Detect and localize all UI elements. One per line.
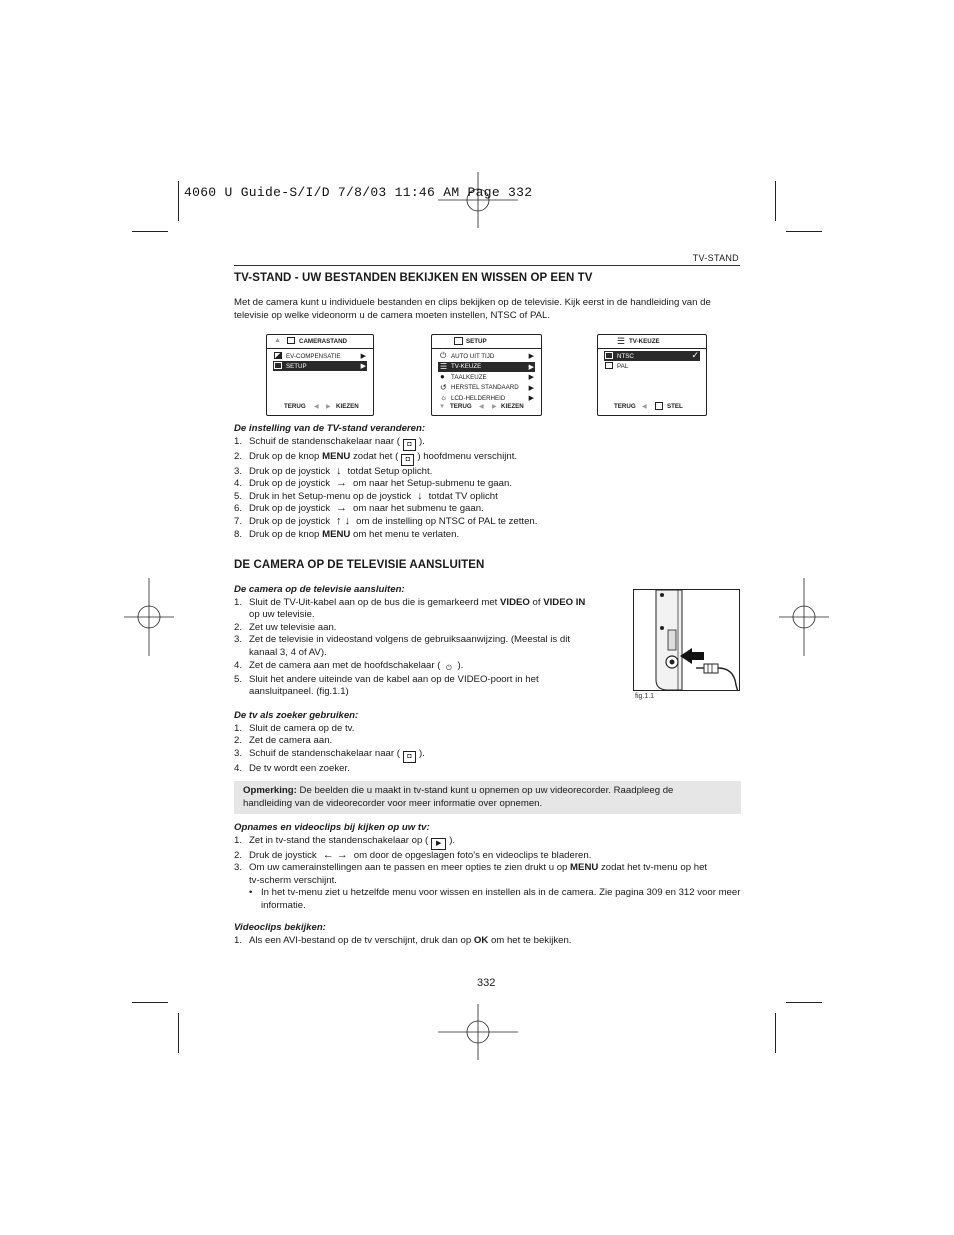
registration-mark-bottom [438, 1004, 518, 1060]
tv-icon: ☰ [617, 336, 626, 346]
list-item: 7. Druk op de joystick ↑ ↓ om de instelling op NTSC of PAL te zetten. [234, 514, 538, 527]
note-text: Opmerking: De beelden die u maakt in tv-stand kunt u opnemen op uw videorecorder. Raadpleeg de handleiding van de videorecorder voor meer informatie over opnemen. [243, 785, 674, 809]
left-arrow-icon: ◀ [479, 403, 484, 410]
recordings-on-tv-instructions [234, 822, 742, 913]
joystick-right-icon: → [336, 477, 348, 490]
crop-mark [775, 1013, 776, 1053]
crop-mark [775, 181, 776, 221]
list-item: 4. Zet de camera aan met de hoofdschakelaar ( ⏻ ). [234, 659, 464, 672]
lcd-menu-setup [431, 334, 542, 416]
right-arrow-icon: ▶ [492, 403, 497, 410]
list-item: 2. Druk de joystick ← → om door de opgeslagen foto's en videoclips te bladeren. [234, 848, 592, 861]
lcd-menu-item: ↺ HERSTEL STANDAARD ▶ [440, 382, 534, 392]
list-item: 5. Druk in het Setup-menu op de joystick ↓ totdat TV oplicht [234, 489, 498, 502]
subsection-title: De instelling van de TV-stand veranderen: [234, 423, 426, 434]
tv-stand-instructions [234, 423, 744, 541]
right-arrow-icon: ▶ [326, 403, 331, 410]
pal-icon [605, 362, 613, 369]
lcd-menu-footer: TERUG ◀ ▶ KIEZEN [284, 403, 359, 410]
lcd-menu-title: TV-KEUZE [629, 338, 660, 345]
lcd-menu-footer: ▼ TERUG ◀ ▶ KIEZEN [439, 403, 524, 410]
list-item: 6. Druk op de joystick → om naar het submenu te gaan. [234, 502, 484, 515]
list-item: 2. Druk op de knop MENU zodat het ( ◘ ) hoofdmenu verschijnt. [234, 451, 744, 466]
list-item: 3. Zet de televisie in videostand volgens de gebruiksaanwijzing. (Meestal is dit kanaal 3, 4 of AV). [234, 634, 571, 658]
instruction-list [234, 436, 744, 542]
crop-mark [786, 231, 822, 232]
lcd-menu-item-selected: NTSC ✓ [604, 351, 700, 361]
videoclips-instructions [234, 922, 734, 947]
figure-caption: fig.1.1 [635, 693, 655, 700]
registration-mark-left [124, 578, 174, 656]
list-item: 4. De tv wordt een zoeker. [234, 762, 350, 774]
ok-icon [655, 402, 663, 410]
list-item: 8. Druk op de knop MENU om het menu te verlaten. [234, 528, 460, 540]
play-icon: ▶ [431, 838, 446, 850]
camera-icon: ◘ [401, 454, 414, 466]
lcd-menu-tv-keuze [597, 334, 707, 416]
subsection-title: Opnames en videoclips bij kijken op uw tv: [234, 822, 430, 833]
list-item: 4. Druk op de joystick → om naar het Setup-submenu te gaan. [234, 477, 512, 490]
list-item: 1. Zet in tv-stand the standenschakelaar op ( ▶ ). [234, 835, 742, 850]
right-arrow-icon: ▶ [528, 353, 534, 360]
camera-icon: ◘ [403, 751, 416, 763]
camera-icon [287, 337, 295, 344]
camera-connect-instructions [234, 584, 624, 699]
section-heading-aansluiten: DE CAMERA OP DE TELEVISIE AANSLUITEN [234, 559, 485, 571]
lcd-menu-item-selected: ☰ TV-KEUZE ▶ [440, 361, 534, 371]
crop-mark [132, 1002, 168, 1003]
crop-mark [786, 1002, 822, 1003]
ntsc-icon [605, 352, 613, 359]
camera-cable-illustration [634, 590, 740, 691]
lcd-menu-item: EV-COMPENSATIE ▶ [273, 351, 367, 361]
joystick-down-icon: ↓ [417, 489, 423, 502]
lcd-menu-header [267, 335, 373, 349]
lcd-menu-item: PAL [604, 361, 700, 371]
lcd-menu-title: SETUP [466, 338, 487, 345]
list-item: 1. Schuif de standenschakelaar naar ( ◘ ). [234, 436, 744, 451]
list-item: 2. Zet uw televisie aan. [234, 621, 337, 633]
joystick-up-down-icon: ↑ ↓ [336, 514, 351, 527]
lcd-menu-header [432, 335, 541, 349]
page-number: 332 [477, 977, 496, 989]
right-arrow-icon: ▶ [528, 395, 534, 402]
list-item: 5. Sluit het andere uiteinde van de kabel aan op de VIDEO-poort in het aansluitpaneel. (fig.1.1) [234, 673, 539, 698]
right-arrow-icon: ▶ [528, 363, 534, 371]
ev-icon [274, 352, 282, 359]
list-item: 3. Schuif de standenschakelaar naar ( ◘ ). [234, 748, 734, 763]
registration-mark-top [438, 172, 518, 228]
list-item: 2. Zet de camera aan. [234, 735, 333, 747]
list-item: 1. Sluit de camera op de tv. [234, 722, 355, 734]
lcd-menu-item: ● TAALKEUZE ▶ [440, 372, 534, 381]
bullet-item: • In het tv-menu ziet u hetzelfde menu voor wissen en instellen als in de camera. Zie pagina 309 en 312 voor meer informatie. [249, 887, 741, 911]
section-heading-tv-stand: TV-STAND - UW BESTANDEN BEKIJKEN EN WISSEN OP EEN TV [234, 272, 593, 284]
joystick-down-icon: ↓ [336, 464, 342, 477]
setup-icon [454, 337, 463, 345]
power-icon: ⏻ [446, 664, 452, 672]
lcd-menu-header [598, 335, 706, 349]
subsection-title: De camera op de televisie aansluiten: [234, 584, 405, 595]
note-box [234, 781, 741, 814]
reset-icon: ↺ [440, 382, 447, 392]
right-arrow-icon: ▶ [360, 353, 366, 360]
right-arrow-icon: ▶ [528, 374, 534, 381]
instruction-list [234, 723, 734, 776]
right-arrow-icon: ▶ [360, 363, 366, 370]
left-arrow-icon: ◀ [314, 403, 319, 410]
right-arrow-icon: ▶ [528, 384, 534, 392]
power-icon: ⏻ [440, 351, 447, 360]
list-item: 1. Sluit de TV-Uit-kabel aan op de bus die is gemarkeerd met VIDEO of VIDEO IN op uw televisie. [234, 596, 586, 621]
setup-icon [274, 362, 282, 369]
checkmark-icon: ✓ [691, 350, 699, 360]
list-item: 3. Druk op de joystick ↓ totdat Setup oplicht. [234, 464, 433, 477]
lcd-menu-item: ☼ LCD-HELDERHEID ▶ [440, 393, 534, 402]
lcd-menu-item-selected: SETUP ▶ [273, 361, 367, 371]
language-icon: ● [440, 372, 445, 381]
up-arrow-icon: ▲ [274, 337, 281, 344]
tv-as-viewfinder-instructions [234, 710, 734, 775]
subsection-title: Videoclips bekijken: [234, 922, 326, 933]
lcd-menu-title: CAMERASTAND [299, 338, 348, 345]
instruction-list [234, 935, 734, 948]
list-item: 1. Als een AVI-bestand op de tv verschijnt, druk dan op OK om het te bekijken. [234, 934, 572, 946]
lcd-menu-footer: TERUG ◀ STEL [614, 403, 683, 410]
joystick-right-icon: → [336, 502, 348, 515]
lcd-menu-item: ⏻ AUTO UIT TIJD ▶ [440, 351, 534, 360]
intro-paragraph: Met de camera kunt u individuele bestanden en clips bekijken op de televisie. Kijk eerst in de handleiding van de televisie op welke videonorm u de camera moeten instellen, NTSC of PAL. [234, 297, 711, 321]
instruction-list [234, 597, 624, 699]
crop-mark [178, 1013, 179, 1053]
subsection-title: De tv als zoeker gebruiken: [234, 710, 359, 721]
crop-mark [178, 181, 179, 221]
left-arrow-icon: ◀ [642, 403, 647, 410]
tv-icon: ☰ [440, 361, 448, 371]
down-arrow-icon: ▼ [439, 403, 446, 410]
header-rule [234, 265, 740, 266]
print-slug: 4060 U Guide-S/I/D 7/8/03 11:46 AM Page 332 [184, 185, 533, 200]
registration-mark-right [779, 578, 829, 656]
crop-mark [132, 231, 168, 232]
lcd-menu-camerastand [266, 334, 374, 416]
joystick-left-right-icon: ← → [322, 848, 348, 861]
running-head: TV-STAND [692, 253, 739, 263]
camera-icon: ◘ [403, 439, 416, 451]
instruction-list [234, 835, 742, 913]
figure-camera-video-port [633, 589, 740, 691]
list-item: 3. Om uw camerainstellingen aan te passen en meer opties te zien drukt u op MENU zodat het tv-menu op het tv-scherm verschijnt. [234, 862, 708, 886]
brightness-icon: ☼ [440, 393, 448, 402]
